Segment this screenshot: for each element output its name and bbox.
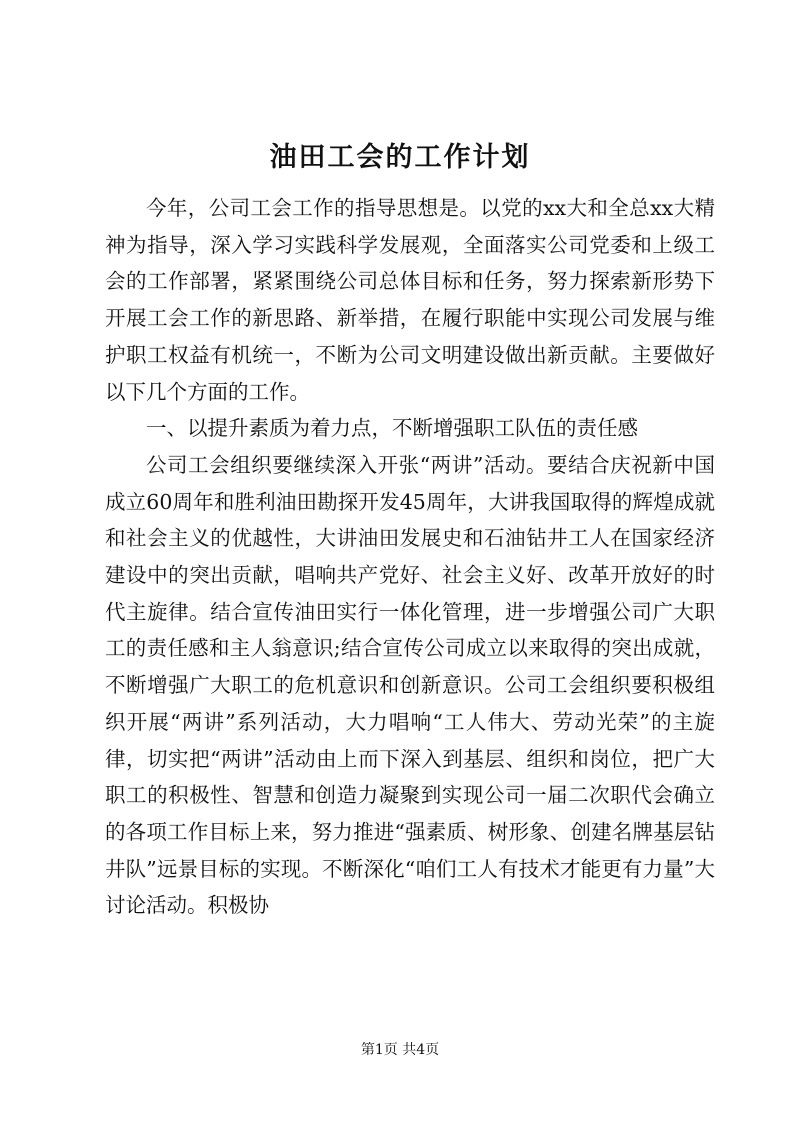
page-title: 油田工会的工作计划 [269, 142, 531, 173]
paragraph-two-talks-activity: 公司工会组织要继续深入开张“两讲”活动。要结合庆祝新中国成立60周年和胜利油田勘探开发45周年，大讲我国取得的辉煌成就和社会主义的优越性，大讲油田发展史和石油钻井工人在国家经济建设中的突出贡献，唱响共产党好、社会主义好、改革开放好的时代主旋律。结合宣传油田实行一体化管理，进一步增强公司广大职工的责任感和主人翁意识;结合宣传公司成立以来取得的突出成就，不断增强广大职工的危机意识和创新意识。公司工会组织要积极组织开展“两讲”系列活动，大力唱响“工人伟大、劳动光荣”的主旋律，切实把“两讲”活动由上而下深入到基层、组织和岗位，把广大职工的积极性、智慧和创造力凝聚到实现公司一届二次职代会确立的各项工作目标上来，努力推进“强素质、树形象、创建名牌基层钻井队”远景目标的实现。不断深化“咱们工人有技术才能更有力量”大讨论活动。积极协 [105, 452, 715, 918]
page-footer: 第1页 共4页 [360, 1042, 440, 1058]
section-heading-1: 一、以提升素质为着力点，不断增强职工队伍的责任感 [146, 416, 638, 441]
paragraph-guiding-ideology: 今年，公司工会工作的指导思想是。以党的xx大和全总xx大精神为指导，深入学习实践科学发展观，全面落实公司党委和上级工会的工作部署，紧紧围绕公司总体目标和任务，努力探索新形势下开展工会工作的新思路、新举措，在履行职能中实现公司发展与维护职工权益有机统一，不断为公司文明建设做出新贡献。主要做好以下几个方面的工作。 [105, 196, 715, 404]
document-body [105, 190, 715, 924]
